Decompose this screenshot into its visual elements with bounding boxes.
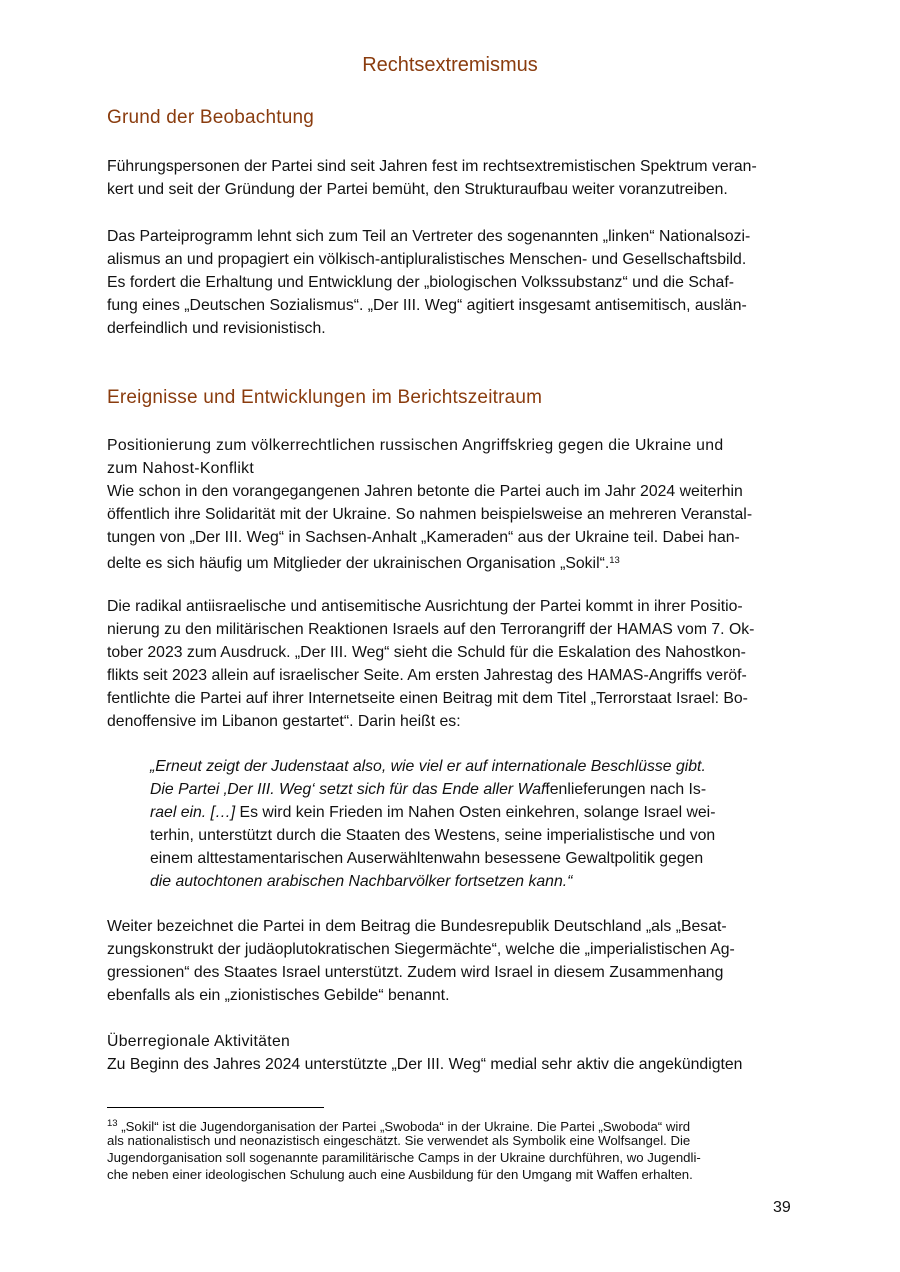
paragraph-israel (107, 595, 754, 733)
paragraph-ueberregional (107, 1053, 742, 1076)
paragraph-ukraine (107, 480, 752, 572)
paragraph-grund-1 (107, 155, 757, 201)
paragraph-besatzungskonstrukt (107, 915, 735, 1007)
footnote-line: als nationalistisch und neonazistisch eingeschätzt. Sie verwendet als Symbolik eine Wolfsangel. Die (107, 1133, 691, 1148)
quote-line (150, 801, 715, 824)
text-line: gressionen“ des Staates Israel unterstützt. Zudem wird Israel in diesem Zusammenhang (107, 964, 724, 981)
text-line: fentlichte die Partei auf ihrer Internetseite einen Beitrag mit dem Titel „Terrorstaat Israel: Bo- (107, 690, 748, 707)
footnote-reference[interactable]: 13 (609, 555, 620, 566)
text-line: nierung zu den militärischen Reaktionen Israels auf den Terrorangriff der HAMAS vom 7. Ok- (107, 621, 755, 638)
quote-part: Es wird kein Frieden im Nahen Osten einkehren, solange Israel wei- (235, 804, 716, 821)
footnote-divider (107, 1107, 324, 1108)
text-line: denoffensive im Libanon gestartet“. Darin heißt es: (107, 713, 461, 730)
text-line: fung eines „Deutschen Sozialismus“. „Der III. Weg“ agitiert insgesamt antisemitisch, auslän- (107, 297, 747, 314)
text-line: derfeindlich und revisionistisch. (107, 320, 326, 337)
quote-line: terhin, unterstützt durch die Staaten des Westens, seine imperialistische und von (150, 827, 716, 844)
text-line (107, 549, 752, 572)
subheading-line: zum Nahost-Konflikt (107, 460, 255, 477)
quote-line: „Erneut zeigt der Judenstaat also, wie viel er auf internationale Beschlüsse gibt. (150, 758, 706, 775)
text-line: Zu Beginn des Jahres 2024 unterstützte „Der III. Weg“ medial sehr aktiv die angekündigten (107, 1056, 743, 1073)
text-line: kert und seit der Gründung der Partei bemüht, den Strukturaufbau weiter voranzutreiben. (107, 181, 728, 198)
text-line: Es fordert die Erhaltung und Entwicklung der „biologischen Volkssubstanz“ und die Schaf- (107, 274, 734, 291)
text-line: ebenfalls als ein „zionistisches Gebilde“ benannt. (107, 987, 450, 1004)
footnote-line: Jugendorganisation soll sogenannte paramilitärische Camps in der Ukraine durchführen, wo Jugendli- (107, 1150, 701, 1165)
quote-part-italic: rael ein. […] (150, 804, 236, 821)
text-line: tober 2023 zum Ausdruck. „Der III. Weg“ sieht die Schuld für die Eskalation des Nahostkon- (107, 644, 746, 661)
block-quote (150, 755, 715, 893)
text-line: öffentlich ihre Solidarität mit der Ukraine. So nahmen beispielsweise an mehreren Veranstal- (107, 506, 753, 523)
text-line: alismus an und propagiert ein völkisch-antipluralistisches Menschen- und Gesellschaftsbild. (107, 251, 747, 268)
footnote (107, 1115, 701, 1183)
subheading-ueberregional (107, 1030, 290, 1053)
text-line: zungskonstrukt der judäoplutokratischen Siegermächte“, welche die „imperialistischen Ag- (107, 941, 735, 958)
section-heading-grund: Grund der Beobachtung (107, 107, 315, 128)
quote-part-italic: Die Partei ‚Der III. Weg‘ setzt sich für das Ende aller Waf (150, 781, 546, 798)
text-line: Das Parteiprogramm lehnt sich zum Teil an Vertreter des sogenannten „linken“ Nationalsozi- (107, 228, 751, 245)
text-line: flikts seit 2023 allein auf israelischer Seite. Am ersten Jahrestag des HAMAS-Angriffs veröf- (107, 667, 747, 684)
quote-line (150, 778, 715, 801)
subheading-line: Positionierung zum völkerrechtlichen russischen Angriffskrieg gegen die Ukraine und (107, 437, 724, 454)
text-line: tungen von „Der III. Weg“ in Sachsen-Anhalt „Kameraden“ aus der Ukraine teil. Dabei han- (107, 529, 740, 546)
running-title: Rechtsextremismus (362, 54, 538, 76)
footnote-number: 13 (107, 1118, 118, 1129)
text-line-part: delte es sich häufig um Mitglieder der ukrainischen Organisation „Sokil“. (107, 555, 610, 572)
text-line: Führungspersonen der Partei sind seit Jahren fest im rechtsextremistischen Spektrum veran- (107, 158, 757, 175)
footnote-text: „Sokil“ ist die Jugendorganisation der Partei „Swoboda“ in der Ukraine. Die Partei „Swoboda“ wird (117, 1119, 691, 1134)
footnote-line: che neben einer ideologischen Schulung auch eine Ausbildung für den Umgang mit Waffen erhalten. (107, 1167, 693, 1182)
quote-part: fenlieferungen nach Is- (545, 781, 707, 798)
quote-line: einem alttestamentarischen Auserwähltenwahn besessene Gewaltpolitik gegen (150, 850, 704, 867)
quote-line: die autochtonen arabischen Nachbarvölker fortsetzen kann.“ (150, 873, 573, 890)
subheading-line: Überregionale Aktivitäten (107, 1033, 291, 1050)
subheading-positionierung (107, 434, 723, 480)
text-line: Die radikal antiisraelische und antisemitische Ausrichtung der Partei kommt in ihrer Positio- (107, 598, 743, 615)
page-number: 39 (773, 1199, 791, 1216)
footnote-line (107, 1115, 701, 1132)
text-line: Weiter bezeichnet die Partei in dem Beitrag die Bundesrepublik Deutschland „als „Besat- (107, 918, 727, 935)
paragraph-grund-2 (107, 225, 750, 340)
text-line: Wie schon in den vorangegangenen Jahren betonte die Partei auch im Jahr 2024 weiterhin (107, 483, 743, 500)
section-heading-ereignisse: Ereignisse und Entwicklungen im Berichtszeitraum (107, 387, 543, 408)
